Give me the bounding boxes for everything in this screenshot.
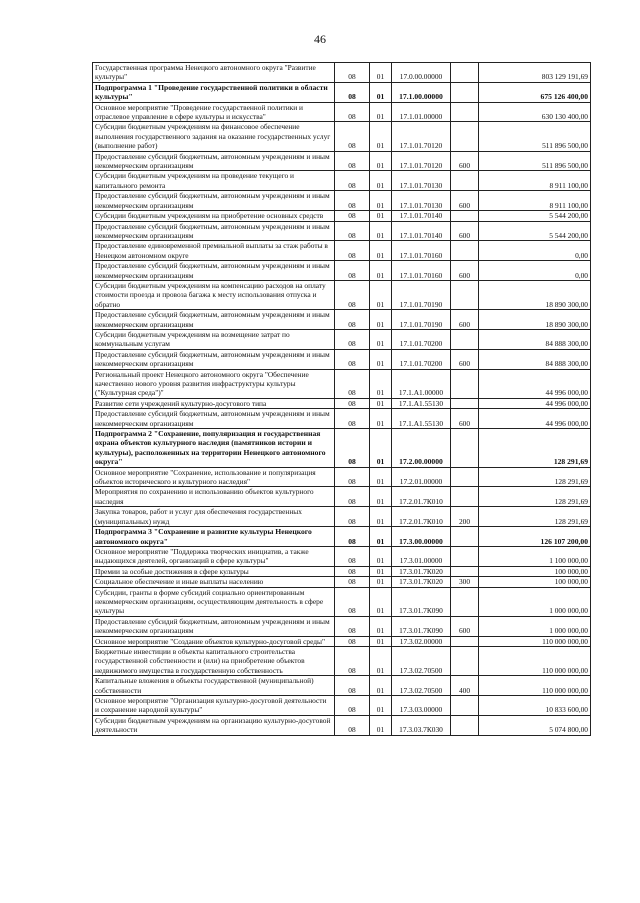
row-expense-type-cell: 300	[451, 577, 479, 587]
row-expense-type-cell	[451, 467, 479, 487]
row-subsection-cell: 01	[370, 329, 392, 349]
row-subsection-cell: 01	[370, 636, 392, 646]
row-section-cell: 08	[335, 409, 370, 429]
row-section-cell: 08	[335, 280, 370, 309]
row-target-article-cell: 17.1.01.70120	[392, 122, 451, 151]
row-name-cell: Бюджетные инвестиции в объекты капитального строительства государственной собственности и (или) на приобретение объектов недвижимого имущества в государственную собственность	[93, 646, 335, 675]
row-section-cell: 08	[335, 527, 370, 547]
row-name-cell: Развитие сети учреждений культурно-досугового типа	[93, 398, 335, 408]
row-target-article-cell: 17.3.01.7К090	[392, 587, 451, 616]
row-name-cell: Предоставление субсидий бюджетным, автономным учреждениям и иным некоммерческим организациям	[93, 151, 335, 171]
row-target-article-cell: 17.1.01.70160	[392, 241, 451, 261]
row-section-cell: 08	[335, 467, 370, 487]
row-name-cell: Предоставление субсидий бюджетным, автономным учреждениям и иным некоммерческим организациям	[93, 349, 335, 369]
row-subsection-cell: 01	[370, 151, 392, 171]
row-target-article-cell: 17.1.01.70120	[392, 151, 451, 171]
row-subsection-cell: 01	[370, 349, 392, 369]
row-name-cell: Предоставление субсидий бюджетным, автономным учреждениям и иным некоммерческим организациям	[93, 409, 335, 429]
row-amount-cell: 511 896 500,00	[479, 151, 591, 171]
row-section-cell: 08	[335, 577, 370, 587]
row-expense-type-cell	[451, 527, 479, 547]
row-subsection-cell: 01	[370, 261, 392, 281]
row-subsection-cell: 01	[370, 191, 392, 211]
table-row	[93, 221, 591, 241]
row-section-cell: 08	[335, 191, 370, 211]
row-expense-type-cell	[451, 171, 479, 191]
row-subsection-cell: 01	[370, 211, 392, 221]
row-name-cell: Основное мероприятие "Организация культурно-досуговой деятельности и сохранение народной культуры"	[93, 696, 335, 716]
row-expense-type-cell: 600	[451, 151, 479, 171]
row-target-article-cell: 17.1.01.70200	[392, 329, 451, 349]
row-amount-cell: 1 000 000,00	[479, 587, 591, 616]
row-subsection-cell: 01	[370, 280, 392, 309]
row-target-article-cell: 17.1.00.00000	[392, 82, 451, 102]
table-row	[93, 261, 591, 281]
row-amount-cell: 18 890 300,00	[479, 310, 591, 330]
budget-table	[92, 62, 591, 736]
row-section-cell: 08	[335, 82, 370, 102]
row-section-cell: 08	[335, 636, 370, 646]
row-name-cell: Предоставление единовременной премиальной выплаты за стаж работы в Ненецком автономном округе	[93, 241, 335, 261]
row-target-article-cell: 17.1.01.00000	[392, 102, 451, 122]
table-row	[93, 409, 591, 429]
row-name-cell: Субсидии бюджетным учреждениям на финансовое обеспечение выполнения государственного задания на оказание государственных услуг (выполнение работ)	[93, 122, 335, 151]
row-name-cell: Субсидии бюджетным учреждениям на компенсацию расходов на оплату стоимости проезда и провоза багажа к месту использования отпуска и обратно	[93, 280, 335, 309]
row-name-cell: Основное мероприятие "Сохранение, использование и популяризация объектов исторического и культурного наследия"	[93, 467, 335, 487]
row-expense-type-cell	[451, 398, 479, 408]
row-subsection-cell: 01	[370, 487, 392, 507]
row-amount-cell: 128 291,69	[479, 467, 591, 487]
row-target-article-cell: 17.1.A1.55130	[392, 409, 451, 429]
row-amount-cell: 44 996 000,00	[479, 409, 591, 429]
row-amount-cell: 84 888 300,00	[479, 329, 591, 349]
row-name-cell: Предоставление субсидий бюджетным, автономным учреждениям и иным некоммерческим организациям	[93, 261, 335, 281]
row-section-cell: 08	[335, 122, 370, 151]
row-amount-cell: 128 291,69	[479, 507, 591, 527]
row-expense-type-cell	[451, 369, 479, 398]
row-subsection-cell: 01	[370, 587, 392, 616]
row-amount-cell: 675 126 400,00	[479, 82, 591, 102]
row-section-cell: 08	[335, 507, 370, 527]
row-name-cell: Основное мероприятие "Проведение государственной политики и отраслевое управление в сфере культуры и искусства"	[93, 102, 335, 122]
row-section-cell: 08	[335, 102, 370, 122]
row-subsection-cell: 01	[370, 715, 392, 735]
row-section-cell: 08	[335, 487, 370, 507]
row-expense-type-cell	[451, 211, 479, 221]
row-expense-type-cell: 600	[451, 221, 479, 241]
table-row	[93, 241, 591, 261]
row-name-cell: Субсидии бюджетным учреждениям на проведение текущего и капитального ремонта	[93, 171, 335, 191]
table-row	[93, 191, 591, 211]
row-expense-type-cell	[451, 280, 479, 309]
row-section-cell: 08	[335, 261, 370, 281]
row-section-cell: 08	[335, 211, 370, 221]
row-subsection-cell: 01	[370, 398, 392, 408]
row-target-article-cell: 17.1.01.70140	[392, 221, 451, 241]
row-subsection-cell: 01	[370, 63, 392, 83]
row-section-cell: 08	[335, 587, 370, 616]
row-name-cell: Основное мероприятие "Создание объектов культурно-досуговой среды"	[93, 636, 335, 646]
table-row	[93, 616, 591, 636]
row-target-article-cell: 17.1.A1.55130	[392, 398, 451, 408]
row-name-cell: Подпрограмма 3 "Сохранение и развитие культуры Ненецкого автономного округа"	[93, 527, 335, 547]
row-subsection-cell: 01	[370, 676, 392, 696]
row-amount-cell: 0,00	[479, 241, 591, 261]
row-target-article-cell: 17.2.01.7К010	[392, 487, 451, 507]
row-subsection-cell: 01	[370, 696, 392, 716]
table-row	[93, 577, 591, 587]
table-row	[93, 369, 591, 398]
row-name-cell: Региональный проект Ненецкого автономного округа "Обеспечение качественно нового уровня развития инфраструктуры культуры ("Культурная среда")"	[93, 369, 335, 398]
row-subsection-cell: 01	[370, 82, 392, 102]
row-section-cell: 08	[335, 171, 370, 191]
row-section-cell: 08	[335, 398, 370, 408]
row-target-article-cell: 17.3.01.7К090	[392, 616, 451, 636]
row-amount-cell: 110 000 000,00	[479, 646, 591, 675]
table-row	[93, 151, 591, 171]
row-amount-cell: 110 000 000,00	[479, 676, 591, 696]
row-expense-type-cell: 600	[451, 349, 479, 369]
row-expense-type-cell: 400	[451, 676, 479, 696]
row-name-cell: Закупка товаров, работ и услуг для обеспечения государственных (муниципальных) нужд	[93, 507, 335, 527]
row-subsection-cell: 01	[370, 310, 392, 330]
row-subsection-cell: 01	[370, 241, 392, 261]
row-amount-cell: 100 000,00	[479, 566, 591, 576]
row-section-cell: 08	[335, 63, 370, 83]
table-row	[93, 398, 591, 408]
table-row	[93, 566, 591, 576]
row-amount-cell: 803 129 191,69	[479, 63, 591, 83]
row-expense-type-cell	[451, 429, 479, 468]
row-amount-cell: 110 000 000,00	[479, 636, 591, 646]
row-target-article-cell: 17.3.02.70500	[392, 646, 451, 675]
row-amount-cell: 44 996 000,00	[479, 369, 591, 398]
row-subsection-cell: 01	[370, 171, 392, 191]
table-row	[93, 102, 591, 122]
row-amount-cell: 44 996 000,00	[479, 398, 591, 408]
row-subsection-cell: 01	[370, 221, 392, 241]
row-section-cell: 08	[335, 566, 370, 576]
row-name-cell: Субсидии, гранты в форме субсидий социально ориентированным некоммерческим организациям, осуществляющим деятельность в сфере культуры	[93, 587, 335, 616]
row-amount-cell: 5 544 200,00	[479, 211, 591, 221]
row-name-cell: Капитальные вложения в объекты государственной (муниципальной) собственности	[93, 676, 335, 696]
row-target-article-cell: 17.1.01.70140	[392, 211, 451, 221]
row-subsection-cell: 01	[370, 577, 392, 587]
row-subsection-cell: 01	[370, 102, 392, 122]
table-row	[93, 587, 591, 616]
row-expense-type-cell: 600	[451, 616, 479, 636]
row-subsection-cell: 01	[370, 467, 392, 487]
row-expense-type-cell	[451, 122, 479, 151]
row-name-cell: Основное мероприятие "Поддержка творческих инициатив, а также выдающихся деятелей, организаций в сфере культуры"	[93, 546, 335, 566]
row-amount-cell: 128 291,69	[479, 487, 591, 507]
table-row	[93, 715, 591, 735]
table-row	[93, 349, 591, 369]
row-expense-type-cell: 200	[451, 507, 479, 527]
row-amount-cell: 8 911 100,00	[479, 171, 591, 191]
row-amount-cell: 5 544 200,00	[479, 221, 591, 241]
row-target-article-cell: 17.1.01.70200	[392, 349, 451, 369]
row-name-cell: Предоставление субсидий бюджетным, автономным учреждениям и иным некоммерческим организациям	[93, 221, 335, 241]
row-expense-type-cell	[451, 82, 479, 102]
row-amount-cell: 8 911 100,00	[479, 191, 591, 211]
row-section-cell: 08	[335, 646, 370, 675]
row-name-cell: Предоставление субсидий бюджетным, автономным учреждениям и иным некоммерческим организациям	[93, 616, 335, 636]
row-expense-type-cell	[451, 715, 479, 735]
row-expense-type-cell	[451, 241, 479, 261]
row-amount-cell: 1 100 000,00	[479, 546, 591, 566]
row-section-cell: 08	[335, 310, 370, 330]
row-target-article-cell: 17.3.01.7К020	[392, 566, 451, 576]
table-row	[93, 646, 591, 675]
row-subsection-cell: 01	[370, 566, 392, 576]
row-section-cell: 08	[335, 696, 370, 716]
row-section-cell: 08	[335, 329, 370, 349]
row-section-cell: 08	[335, 546, 370, 566]
row-amount-cell: 5 074 800,00	[479, 715, 591, 735]
row-amount-cell: 1 000 000,00	[479, 616, 591, 636]
row-section-cell: 08	[335, 221, 370, 241]
table-row	[93, 329, 591, 349]
table-row	[93, 467, 591, 487]
row-expense-type-cell: 600	[451, 409, 479, 429]
row-expense-type-cell	[451, 566, 479, 576]
row-target-article-cell: 17.1.01.70190	[392, 310, 451, 330]
table-row	[93, 211, 591, 221]
row-amount-cell: 0,00	[479, 261, 591, 281]
row-section-cell: 08	[335, 151, 370, 171]
row-subsection-cell: 01	[370, 369, 392, 398]
row-target-article-cell: 17.1.01.70160	[392, 261, 451, 281]
table-row	[93, 527, 591, 547]
row-target-article-cell: 17.3.03.7К030	[392, 715, 451, 735]
row-subsection-cell: 01	[370, 507, 392, 527]
row-name-cell: Предоставление субсидий бюджетным, автономным учреждениям и иным некоммерческим организациям	[93, 191, 335, 211]
row-target-article-cell: 17.1.01.70190	[392, 280, 451, 309]
row-target-article-cell: 17.1.01.70130	[392, 191, 451, 211]
row-section-cell: 08	[335, 349, 370, 369]
row-expense-type-cell	[451, 329, 479, 349]
row-amount-cell: 100 000,00	[479, 577, 591, 587]
table-row	[93, 171, 591, 191]
row-amount-cell: 126 107 200,00	[479, 527, 591, 547]
row-section-cell: 08	[335, 676, 370, 696]
row-section-cell: 08	[335, 429, 370, 468]
row-target-article-cell: 17.0.00.00000	[392, 63, 451, 83]
row-expense-type-cell	[451, 487, 479, 507]
row-target-article-cell: 17.2.01.00000	[392, 467, 451, 487]
row-target-article-cell: 17.2.00.00000	[392, 429, 451, 468]
row-section-cell: 08	[335, 715, 370, 735]
row-expense-type-cell	[451, 696, 479, 716]
row-subsection-cell: 01	[370, 546, 392, 566]
table-row	[93, 122, 591, 151]
table-row	[93, 280, 591, 309]
row-expense-type-cell	[451, 63, 479, 83]
row-target-article-cell: 17.1.01.70130	[392, 171, 451, 191]
row-expense-type-cell: 600	[451, 261, 479, 281]
page-number: 46	[314, 32, 326, 46]
row-name-cell: Мероприятия по сохранению и использованию объектов культурного наследия	[93, 487, 335, 507]
row-amount-cell: 511 896 500,00	[479, 122, 591, 151]
row-name-cell: Государственная программа Ненецкого автономного округа "Развитие культуры"	[93, 63, 335, 83]
row-amount-cell: 18 890 300,00	[479, 280, 591, 309]
row-name-cell: Субсидии бюджетным учреждениям на возмещение затрат по коммунальным услугам	[93, 329, 335, 349]
table-row	[93, 636, 591, 646]
row-target-article-cell: 17.3.00.00000	[392, 527, 451, 547]
table-row	[93, 676, 591, 696]
row-subsection-cell: 01	[370, 429, 392, 468]
row-expense-type-cell	[451, 546, 479, 566]
row-expense-type-cell	[451, 646, 479, 675]
row-name-cell: Социальное обеспечение и иные выплаты населению	[93, 577, 335, 587]
row-amount-cell: 128 291,69	[479, 429, 591, 468]
table-row	[93, 696, 591, 716]
row-expense-type-cell	[451, 587, 479, 616]
row-subsection-cell: 01	[370, 409, 392, 429]
row-name-cell: Предоставление субсидий бюджетным, автономным учреждениям и иным некоммерческим организациям	[93, 310, 335, 330]
row-amount-cell: 630 130 400,00	[479, 102, 591, 122]
row-name-cell: Субсидии бюджетным учреждениям на организацию культурно-досуговой деятельности	[93, 715, 335, 735]
row-subsection-cell: 01	[370, 616, 392, 636]
row-target-article-cell: 17.3.03.00000	[392, 696, 451, 716]
budget-table-body	[93, 63, 591, 736]
table-row	[93, 82, 591, 102]
table-row	[93, 507, 591, 527]
row-expense-type-cell: 600	[451, 191, 479, 211]
row-name-cell: Субсидии бюджетным учреждениям на приобретение основных средств	[93, 211, 335, 221]
row-target-article-cell: 17.2.01.7К010	[392, 507, 451, 527]
row-expense-type-cell	[451, 102, 479, 122]
row-section-cell: 08	[335, 241, 370, 261]
row-amount-cell: 84 888 300,00	[479, 349, 591, 369]
row-subsection-cell: 01	[370, 646, 392, 675]
table-row	[93, 429, 591, 468]
row-section-cell: 08	[335, 616, 370, 636]
row-expense-type-cell: 600	[451, 310, 479, 330]
row-target-article-cell: 17.3.01.7К020	[392, 577, 451, 587]
table-row	[93, 487, 591, 507]
row-target-article-cell: 17.3.01.00000	[392, 546, 451, 566]
row-name-cell: Подпрограмма 2 "Сохранение, популяризация и государственная охрана объектов культурного наследия (памятников истории и культуры), расположенных на территории Ненецкого автономного округа"	[93, 429, 335, 468]
row-target-article-cell: 17.1.A1.00000	[392, 369, 451, 398]
row-name-cell: Премии за особые достижения в сфере культуры	[93, 566, 335, 576]
row-target-article-cell: 17.3.02.70500	[392, 676, 451, 696]
row-expense-type-cell	[451, 636, 479, 646]
row-subsection-cell: 01	[370, 122, 392, 151]
row-section-cell: 08	[335, 369, 370, 398]
table-row	[93, 310, 591, 330]
table-row	[93, 546, 591, 566]
row-subsection-cell: 01	[370, 527, 392, 547]
row-target-article-cell: 17.3.02.00000	[392, 636, 451, 646]
row-amount-cell: 10 833 600,00	[479, 696, 591, 716]
table-row	[93, 63, 591, 83]
row-name-cell: Подпрограмма 1 "Проведение государственной политики в области культуры"	[93, 82, 335, 102]
